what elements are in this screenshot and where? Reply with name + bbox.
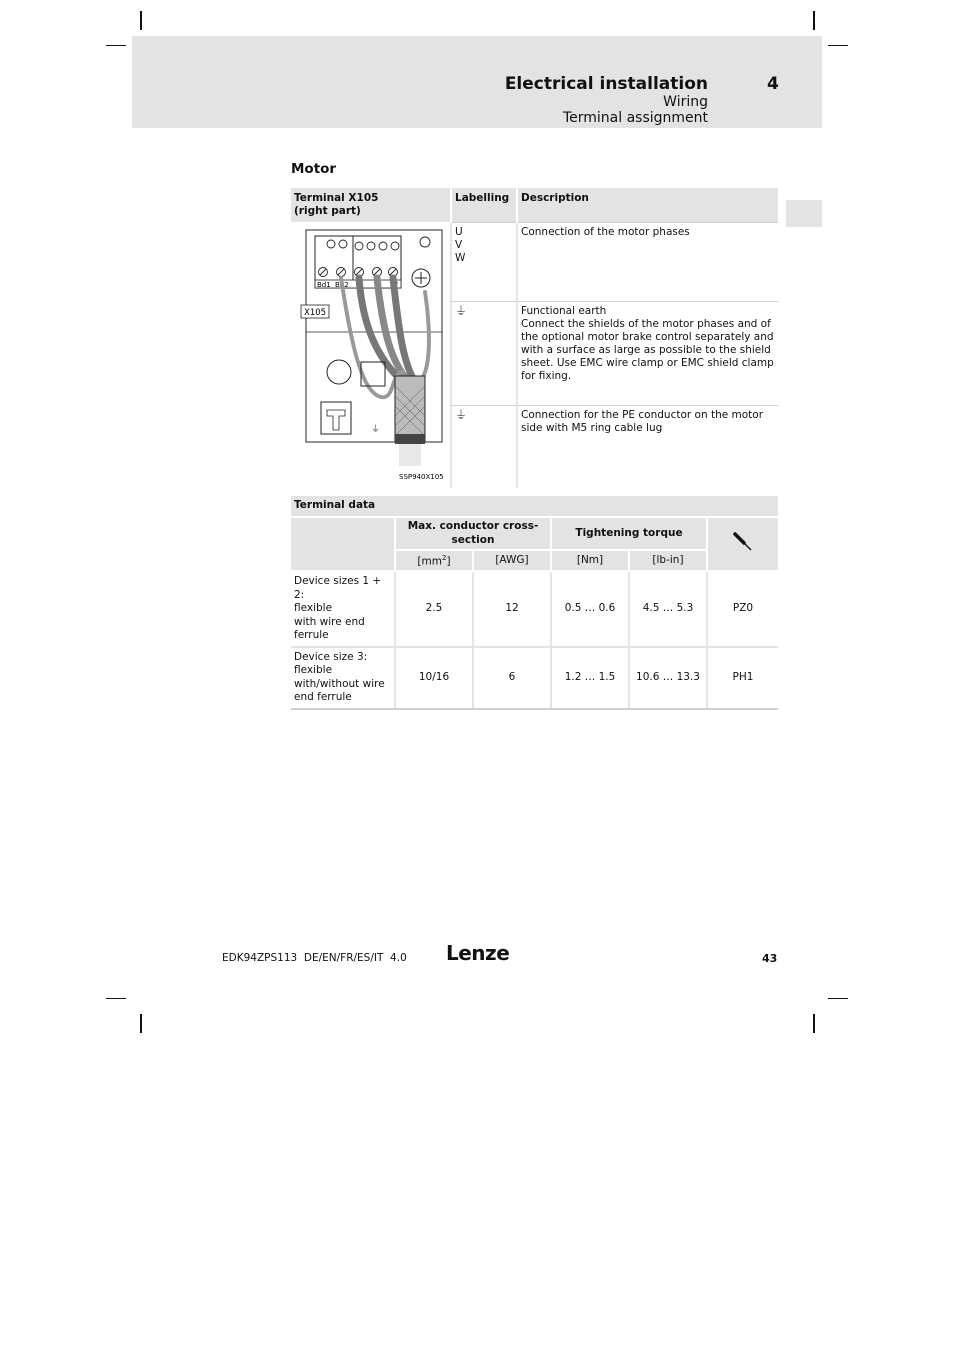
crop-mark (813, 1014, 815, 1033)
terminal-label-w: W (391, 281, 398, 289)
terminal-header (291, 188, 451, 222)
crop-mark (106, 45, 126, 46)
svg-text:⏚: ⏚ (371, 425, 381, 435)
crop-mark (140, 1014, 142, 1033)
table-row (291, 571, 778, 647)
crop-mark (828, 998, 848, 999)
description-functional-earth (517, 302, 778, 406)
terminal-data-title: Terminal data (291, 496, 778, 517)
terminal-data-table (291, 496, 778, 710)
crop-mark (140, 11, 142, 30)
figure-caption: SSP940X105 (399, 473, 444, 481)
cell-awg: 6 (473, 647, 551, 709)
device-size-3: Device size 3: flexible with/without wire end ferrule (291, 647, 395, 709)
chapter-number: 4 (767, 74, 779, 94)
cell-mm2: 10/16 (395, 647, 473, 709)
tool-header (707, 517, 778, 571)
device-header-empty (291, 517, 395, 571)
labelling-protective-earth (451, 405, 517, 488)
terminal-header-line2: (right part) (294, 205, 361, 217)
terminal-label-v: V (375, 281, 380, 289)
functional-earth-icon: ⏚ (455, 304, 468, 319)
terminal-x105-drawing (291, 222, 449, 484)
torque-header: Tightening torque (551, 517, 707, 550)
footer-doc-id: EDK94ZPS113 DE/EN/FR/ES/IT 4.0 (222, 952, 407, 964)
cell-awg: 12 (473, 571, 551, 647)
lenze-logo: Lenze (446, 941, 510, 965)
unit-nm: [Nm] (551, 550, 629, 571)
description-motor-phases: Connection of the motor phases (517, 222, 778, 302)
unit-lbin: [lb-in] (629, 550, 707, 571)
chapter-side-tab (786, 200, 822, 227)
labelling-header: Labelling (451, 188, 517, 222)
terminal-label-u: U (357, 281, 363, 289)
labelling-functional-earth (451, 302, 517, 406)
chapter-title: Electrical installation (504, 74, 708, 94)
cell-lbin: 4.5 … 5.3 (629, 571, 707, 647)
label-v: V (455, 238, 463, 251)
cell-mm2: 2.5 (395, 571, 473, 647)
header-band (132, 36, 822, 128)
labelling-uvw (451, 222, 517, 302)
device-sizes-1-2: Device sizes 1 + 2: flexible with wire end ferrule (291, 571, 395, 647)
crop-mark (813, 11, 815, 30)
cell-tool: PH1 (707, 647, 778, 709)
table-row (291, 647, 778, 709)
terminal-figure (291, 222, 451, 488)
functional-earth-title: Functional earth (521, 305, 607, 318)
description-pe-conductor: Connection for the PE conductor on the motor side with M5 ring cable lug (517, 405, 778, 488)
section-title: Motor (291, 161, 337, 177)
terminal-label-bd1: Bd1 (317, 281, 331, 289)
terminal-label-bd2: Bd2 (335, 281, 349, 289)
label-u: U (455, 225, 463, 238)
unit-awg: [AWG] (473, 550, 551, 571)
unit-mm2: $[mm^2]$ (395, 550, 473, 571)
cell-nm: 0.5 … 0.6 (551, 571, 629, 647)
protective-earth-icon: ⏚ (455, 407, 468, 422)
cross-section-header: Max. conductor cross-section (395, 517, 551, 550)
crop-mark (106, 998, 126, 999)
screwdriver-icon (731, 530, 755, 554)
cell-tool: PZ0 (707, 571, 778, 647)
page-number: 43 (762, 952, 778, 965)
subtitle-terminal-assignment: Terminal assignment (562, 110, 708, 126)
figure-label-x105: X105 (304, 308, 327, 318)
crop-mark (828, 45, 848, 46)
cell-nm: 1.2 … 1.5 (551, 647, 629, 709)
description-header: Description (517, 188, 778, 222)
functional-earth-text: Connect the shields of the motor phases and of the optional motor brake control separately and with a surface as large as possible to the shield sheet. Use EMC wire clamp or EMC shield clamp for fixing. (521, 318, 774, 383)
cell-lbin: 10.6 … 13.3 (629, 647, 707, 709)
subtitle-wiring: Wiring (663, 94, 708, 110)
terminal-table (291, 188, 778, 488)
label-w: W (455, 251, 466, 264)
terminal-header-line1: Terminal X105 (294, 192, 379, 204)
